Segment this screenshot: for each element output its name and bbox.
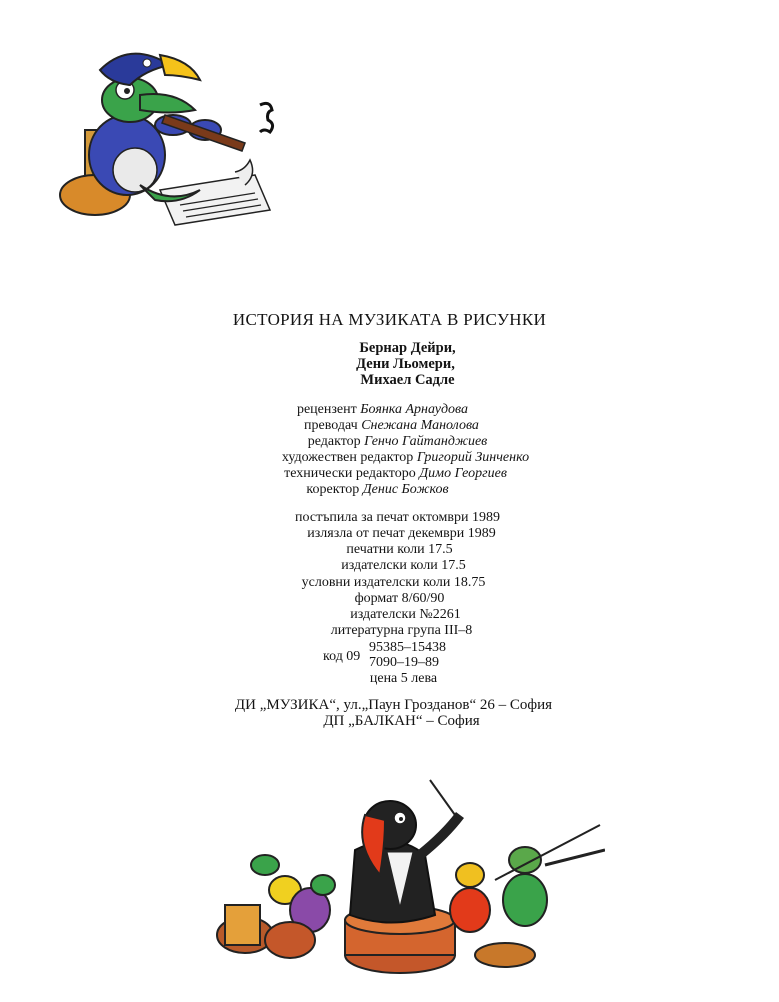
credit-translator — [2, 418, 779, 434]
credit-proofreader — [0, 482, 767, 498]
code-line-1: 95385–15438 — [369, 640, 446, 655]
publication-info-line: формат 8/60/90 — [354, 591, 445, 606]
music-note-icon — [260, 103, 273, 132]
credit-art-editor — [16, 450, 779, 466]
crocodile-flute-illustration — [55, 35, 295, 230]
credit-name: Боянка Арнаудова — [360, 402, 469, 417]
publisher-1: ДИ „МУЗИКА“, ул.„Паун Грозданов“ 26 – София — [234, 697, 553, 713]
credit-role: редактор — [307, 434, 361, 449]
publication-info-line: печатни коли 17.5 — [346, 542, 453, 557]
credit-technical-editor — [6, 466, 779, 482]
baton — [430, 780, 455, 815]
credit-reviewer — [0, 402, 772, 418]
code-label: код 09 — [323, 649, 361, 664]
publisher-2: ДП „БАЛКАН“ – София — [323, 713, 480, 729]
author-3: Михаел Садле — [360, 372, 455, 388]
credit-role: рецензент — [296, 402, 357, 417]
flute — [545, 850, 605, 865]
publication-info-line: постъпила за печат октомври 1989 — [295, 510, 500, 525]
credit-role: технически редакторо — [284, 466, 416, 481]
credit-editor — [8, 434, 779, 450]
author-1: Бернар Дейри, — [359, 340, 456, 356]
price: цена 5 лева — [369, 671, 438, 686]
credit-role: художествен редактор — [281, 450, 414, 465]
publication-info-line: издателски №2261 — [350, 607, 461, 622]
credit-name: Генчо Гайтанджиев — [364, 434, 488, 449]
credit-role: коректор — [306, 482, 360, 497]
book-code — [323, 640, 503, 674]
author-2: Дени Льомери, — [356, 356, 455, 372]
publication-info-line: условни издателски коли 18.75 — [301, 575, 486, 590]
code-line-2: 7090–19–89 — [369, 655, 439, 670]
publication-info-line: излязла от печат декември 1989 — [307, 526, 496, 541]
orchestra-illustration — [205, 770, 605, 985]
credit-name: Денис Божков — [362, 482, 449, 497]
book-title: ИСТОРИЯ НА МУЗИКАТА В РИСУНКИ — [232, 310, 547, 329]
credit-name: Снежана Манолова — [361, 418, 479, 433]
credit-role: преводач — [304, 418, 358, 433]
credit-name: Димо Георгиев — [419, 466, 507, 481]
credit-name: Григорий Зинченко — [416, 450, 530, 465]
publication-info-line: литературна група III–8 — [330, 623, 473, 638]
publication-info-line: издателски коли 17.5 — [341, 558, 466, 573]
